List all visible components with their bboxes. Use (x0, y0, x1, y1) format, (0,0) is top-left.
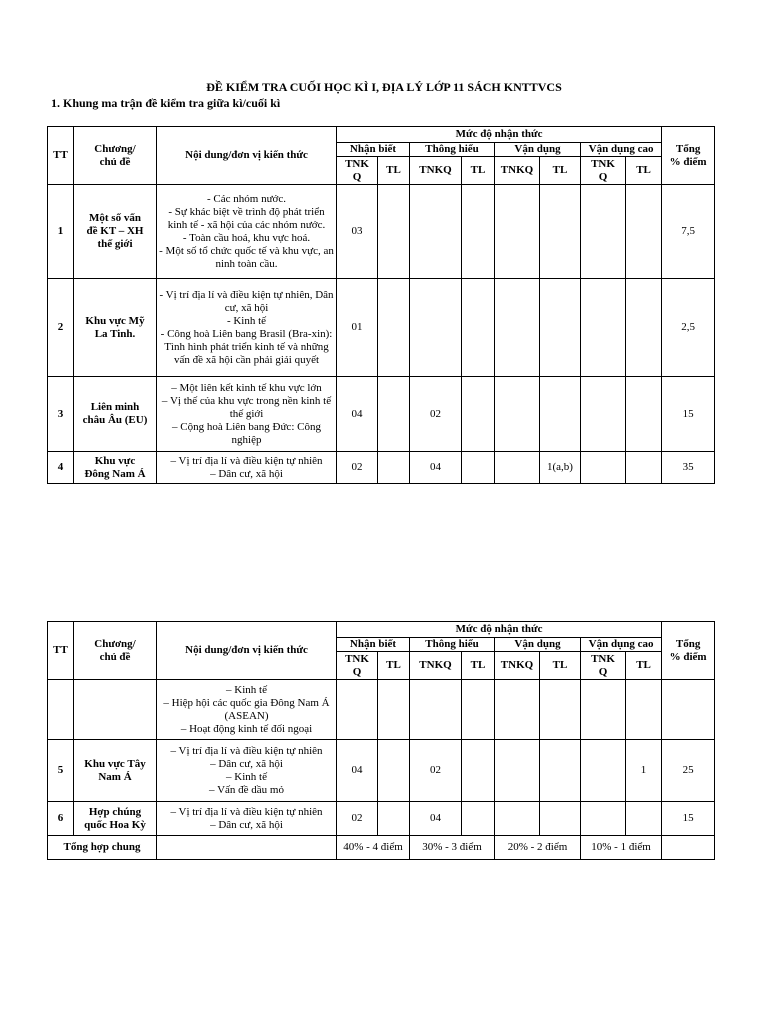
header-tong (662, 622, 715, 680)
document-title: ĐỀ KIỂM TRA CUỐI HỌC KÌ I, ĐỊA LÝ LỚP 11 SÁCH KNTTVCS (206, 80, 562, 94)
type-tnkq: TNKQ (410, 157, 462, 185)
cell-tong: 15 (662, 802, 715, 836)
type-tnkq: TNKQ (495, 652, 540, 680)
row-chuong (74, 802, 157, 836)
noidung-line: – Một liên kết kinh tế khu vực lớn (171, 381, 322, 394)
cell-th-tl (462, 279, 495, 377)
type-tl: TL (462, 652, 495, 680)
row-tt: 3 (48, 377, 74, 452)
cell-vdc-tl (626, 680, 662, 740)
type-tnkq (337, 652, 378, 680)
cell-th-tl (462, 452, 495, 484)
cell-vdc-tnkq (581, 802, 626, 836)
table-row (48, 802, 715, 836)
cell-th-tnkq (410, 185, 462, 279)
noidung-line: – Vị trí địa lí và điều kiện tự nhiên (170, 744, 323, 757)
noidung-line: - Công hoà Liên bang Brasil (Bra-xin): Tình hình phát triển kinh tế và những vấn đề xã hội cần phải giải quyết (160, 327, 333, 366)
summary-van-dung-cao: 10% - 1 điểm (581, 836, 662, 860)
row-noidung (157, 185, 337, 279)
header-tong-line: % điểm (669, 650, 707, 663)
row-chuong (74, 185, 157, 279)
cell-vd-tl (540, 680, 581, 740)
type-tnkq-part: TNK (345, 652, 369, 665)
cell-tong: 25 (662, 740, 715, 802)
type-tnkq: TNKQ (495, 157, 540, 185)
header-chuong-line: Chương/ (94, 142, 136, 155)
cell-nb-tl (378, 802, 410, 836)
type-tnkq: TNKQ (410, 652, 462, 680)
chuong-line: La Tinh. (94, 327, 136, 340)
cell-th-tl (462, 185, 495, 279)
cell-vdc-tnkq (581, 680, 626, 740)
header-tong (662, 127, 715, 185)
matrix-table-2-body (48, 622, 715, 860)
cell-tong: 7,5 (662, 185, 715, 279)
header-chuong (74, 622, 157, 680)
cell-th-tnkq: 02 (410, 377, 462, 452)
noidung-line: - Kinh tế (226, 314, 267, 327)
cell-vd-tl (540, 185, 581, 279)
noidung-line: - Các nhóm nước. (207, 192, 286, 205)
row-chuong (74, 740, 157, 802)
type-tl: TL (626, 652, 662, 680)
cell-nb-tnkq: 04 (337, 740, 378, 802)
row-chuong (74, 279, 157, 377)
matrix-table-1 (47, 126, 715, 484)
cell-vdc-tnkq (581, 279, 626, 377)
cell-vd-tnkq (495, 802, 540, 836)
cell-nb-tnkq: 04 (337, 377, 378, 452)
row-noidung (157, 802, 337, 836)
cell-vd-tl (540, 279, 581, 377)
type-tnkq-part: TNK (345, 157, 369, 170)
cell-vdc-tl (626, 279, 662, 377)
level-van-dung: Vận dụng (495, 143, 581, 157)
type-tnkq-part: Q (598, 170, 608, 183)
cell-nb-tnkq: 02 (337, 802, 378, 836)
cell-vd-tl: 1(a,b) (540, 452, 581, 484)
cell-nb-tnkq: 01 (337, 279, 378, 377)
row-noidung (157, 279, 337, 377)
cell-vdc-tnkq (581, 740, 626, 802)
chuong-line: châu Âu (EU) (82, 414, 148, 426)
cell-vd-tl (540, 377, 581, 452)
noidung-line: – Hiệp hội các quốc gia Đông Nam Á (ASEAN) (163, 696, 330, 722)
type-tnkq (581, 157, 626, 185)
type-tnkq-part: Q (352, 665, 362, 678)
row-tt: 2 (48, 279, 74, 377)
cell-vdc-tl (626, 185, 662, 279)
type-tl: TL (462, 157, 495, 185)
summary-van-dung: 20% - 2 điểm (495, 836, 581, 860)
summary-row (48, 836, 715, 860)
cell-vdc-tnkq (581, 377, 626, 452)
cell-nb-tl (378, 279, 410, 377)
type-tnkq (337, 157, 378, 185)
section-heading: 1. Khung ma trận đề kiểm tra giữa kì/cuối kì (51, 96, 281, 110)
cell-tong: 15 (662, 377, 715, 452)
level-thong-hieu: Thông hiểu (410, 638, 495, 652)
header-row (48, 127, 715, 143)
cell-th-tnkq: 04 (410, 802, 462, 836)
row-noidung (157, 740, 337, 802)
level-thong-hieu: Thông hiểu (410, 143, 495, 157)
header-chuong-line: chủ đề (99, 155, 131, 168)
cell-vd-tnkq (495, 279, 540, 377)
noidung-line: – Dân cư, xã hội (210, 818, 283, 831)
noidung-line: – Hoạt động kinh tế đối ngoại (180, 722, 313, 735)
noidung-line: – Vấn đề dầu mỏ (209, 783, 284, 796)
header-chuong-line: Chương/ (94, 637, 136, 650)
cell-tong: 35 (662, 452, 715, 484)
noidung-line: – Vị trí địa lí và điều kiện tự nhiên (170, 805, 323, 818)
chuong-line: thế giới (97, 238, 133, 250)
row-tt: 6 (48, 802, 74, 836)
noidung-line: – Vị thế của khu vực trong nền kinh tế thế giới (161, 394, 332, 420)
cell-th-tnkq (410, 680, 462, 740)
cell-nb-tl (378, 740, 410, 802)
table-row (48, 279, 715, 377)
header-chuong (74, 127, 157, 185)
cell-th-tnkq (410, 279, 462, 377)
type-tnkq-part: TNK (591, 157, 615, 170)
chuong-line: Khu vực (94, 454, 136, 467)
header-mucdo: Mức độ nhận thức (337, 622, 662, 638)
chuong-line: Hợp chúng (88, 805, 142, 818)
cell-th-tl (462, 377, 495, 452)
row-tt: 5 (48, 740, 74, 802)
cell-vd-tl (540, 740, 581, 802)
noidung-line: - Một số tổ chức quốc tế và khu vực, an ninh toàn cầu. (159, 244, 334, 270)
noidung-line: – Dân cư, xã hội (210, 757, 283, 770)
header-tong-line: Tổng (675, 637, 701, 650)
chuong-line: Đông Nam Á (84, 467, 146, 480)
cell-nb-tl (378, 185, 410, 279)
summary-thong-hieu: 30% - 3 điểm (410, 836, 495, 860)
cell-nb-tl (378, 452, 410, 484)
cell-vd-tnkq (495, 740, 540, 802)
cell-vdc-tl (626, 452, 662, 484)
header-row (48, 622, 715, 638)
header-tt: TT (48, 622, 74, 680)
noidung-line: – Vị trí địa lí và điều kiện tự nhiên (170, 454, 323, 467)
cell-nb-tl (378, 680, 410, 740)
row-chuong (74, 377, 157, 452)
chuong-line: đề KT – XH (86, 225, 144, 237)
summary-empty (157, 836, 337, 860)
row-noidung (157, 680, 337, 740)
summary-label: Tổng hợp chung (48, 836, 157, 860)
noidung-line: – Kinh tế (226, 770, 267, 783)
header-tong-line: Tổng (675, 142, 701, 155)
type-tnkq (581, 652, 626, 680)
cell-vdc-tnkq (581, 452, 626, 484)
matrix-table-2 (47, 621, 715, 860)
cell-vd-tnkq (495, 185, 540, 279)
cell-vdc-tnkq (581, 185, 626, 279)
type-tl: TL (626, 157, 662, 185)
header-tong-line: % điểm (669, 155, 707, 168)
row-tt: 4 (48, 452, 74, 484)
level-van-dung: Vận dụng (495, 638, 581, 652)
header-noidung: Nội dung/đơn vị kiến thức (157, 127, 337, 185)
cell-vd-tnkq (495, 452, 540, 484)
row-noidung (157, 452, 337, 484)
table-row (48, 185, 715, 279)
noidung-line: - Toàn cầu hoá, khu vực hoá. (182, 231, 311, 244)
cell-nb-tnkq: 02 (337, 452, 378, 484)
cell-th-tnkq: 02 (410, 740, 462, 802)
table-row (48, 377, 715, 452)
level-van-dung-cao: Vận dụng cao (581, 638, 662, 652)
noidung-line: - Vị trí địa lí và điều kiện tự nhiên, Dân cư, xã hội (159, 288, 334, 314)
header-tt: TT (48, 127, 74, 185)
cell-nb-tnkq (337, 680, 378, 740)
row-noidung (157, 377, 337, 452)
table-row (48, 680, 715, 740)
row-chuong (74, 452, 157, 484)
cell-vd-tnkq (495, 377, 540, 452)
header-mucdo: Mức độ nhận thức (337, 127, 662, 143)
summary-tong (662, 836, 715, 860)
summary-nhan-biet: 40% - 4 điểm (337, 836, 410, 860)
cell-vd-tnkq (495, 680, 540, 740)
level-van-dung-cao: Vận dụng cao (581, 143, 662, 157)
table-row (48, 452, 715, 484)
chuong-line: Một số vấn (89, 212, 141, 224)
type-tl: TL (378, 652, 410, 680)
cell-nb-tl (378, 377, 410, 452)
chuong-line: Khu vực Tây (84, 757, 146, 770)
noidung-line: - Sự khác biệt về trình độ phát triển kinh tế - xã hội của các nhóm nước. (167, 205, 326, 231)
type-tnkq-part: Q (352, 170, 362, 183)
level-nhan-biet: Nhận biết (337, 638, 410, 652)
cell-tong: 2,5 (662, 279, 715, 377)
matrix-table-1-body (48, 127, 715, 484)
cell-vd-tl (540, 802, 581, 836)
chuong-line: Liên minh (90, 401, 140, 413)
cell-th-tl (462, 680, 495, 740)
chuong-line: Khu vực Mỹ (85, 314, 145, 327)
cell-th-tl (462, 740, 495, 802)
header-noidung: Nội dung/đơn vị kiến thức (157, 622, 337, 680)
cell-vdc-tl: 1 (626, 740, 662, 802)
chuong-line: Nam Á (98, 770, 132, 783)
header-chuong-line: chủ đề (99, 650, 131, 663)
cell-tong (662, 680, 715, 740)
type-tl: TL (540, 157, 581, 185)
chuong-line: quốc Hoa Kỳ (84, 818, 146, 831)
level-nhan-biet: Nhận biết (337, 143, 410, 157)
row-tt (48, 680, 74, 740)
type-tnkq-part: Q (598, 665, 608, 678)
noidung-line: – Dân cư, xã hội (210, 467, 283, 480)
noidung-line: – Cộng hoà Liên bang Đức: Công nghiệp (172, 420, 321, 446)
type-tl: TL (540, 652, 581, 680)
type-tl: TL (378, 157, 410, 185)
row-tt: 1 (48, 185, 74, 279)
noidung-line: – Kinh tế (226, 683, 267, 696)
cell-th-tnkq: 04 (410, 452, 462, 484)
cell-vdc-tl (626, 377, 662, 452)
table-row (48, 740, 715, 802)
cell-vdc-tl (626, 802, 662, 836)
type-tnkq-part: TNK (591, 652, 615, 665)
row-chuong (74, 680, 157, 740)
cell-th-tl (462, 802, 495, 836)
cell-nb-tnkq: 03 (337, 185, 378, 279)
